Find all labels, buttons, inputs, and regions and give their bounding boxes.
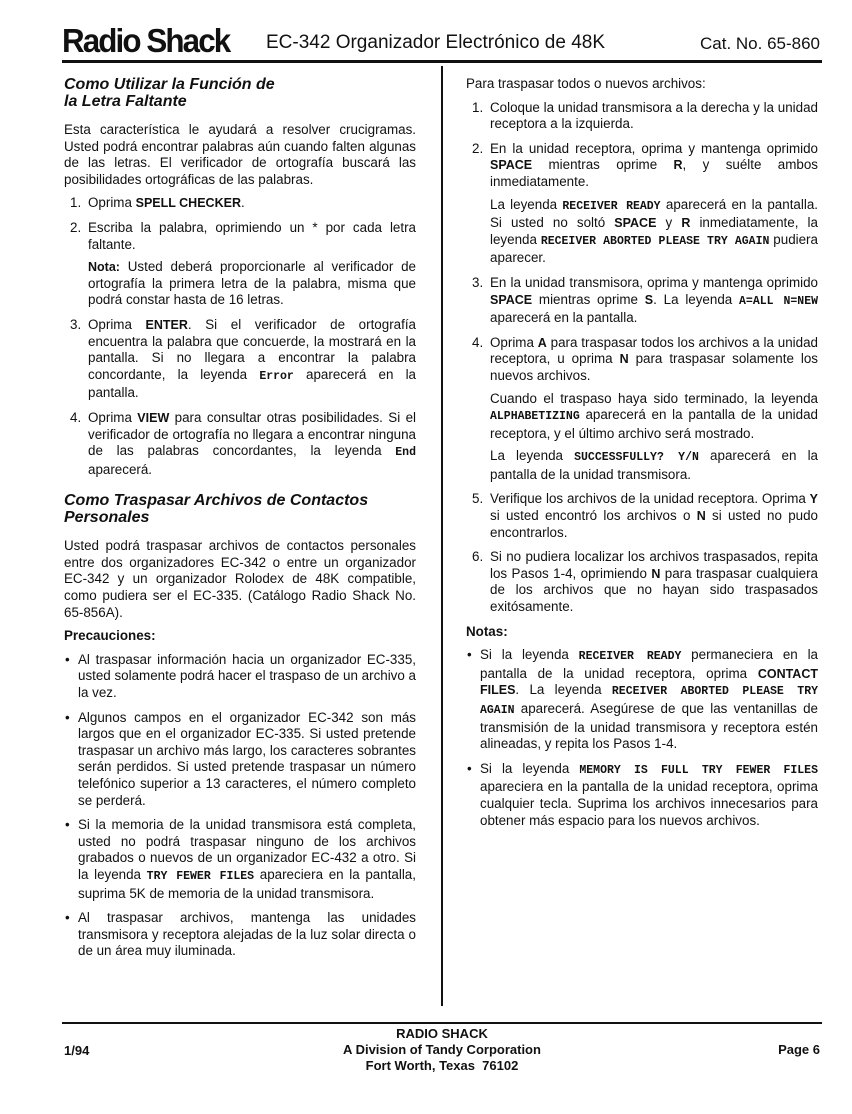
list-item — [466, 141, 818, 267]
text: , y suélte ambos inmediatamente. — [490, 157, 818, 189]
footer-line: RADIO SHACK — [396, 1026, 488, 1041]
transfer-steps-list — [466, 100, 818, 616]
document-title: EC-342 Organizador Electrónico de 48K — [266, 32, 606, 53]
text: En la unidad receptora, oprima y mantenga oprimido — [490, 140, 818, 156]
display-message: RECEIVER READY — [578, 650, 682, 664]
key-name: N — [651, 566, 661, 581]
bullet-icon: • — [467, 760, 472, 776]
display-message: SUCCESSFULLY? Y/N — [574, 451, 699, 465]
notes-heading: Notas: — [466, 623, 508, 639]
list-item — [64, 317, 416, 402]
steps-list — [64, 195, 416, 478]
text: Verifique los archivos de la unidad receptora. Oprima — [490, 491, 810, 507]
text: si usted encontró los archivos o — [490, 508, 697, 524]
section-heading-transfer — [64, 492, 416, 526]
bullet-icon: • — [65, 910, 70, 926]
list-item — [466, 491, 818, 541]
text: aparecerá en la pantalla. — [88, 366, 416, 401]
list-item — [466, 549, 818, 615]
column-divider — [441, 66, 443, 1006]
key-name: R — [673, 158, 683, 173]
right-column — [466, 76, 818, 837]
text: aparecerá. — [88, 461, 153, 477]
list-item — [64, 817, 416, 902]
section-heading-missing-letter — [64, 76, 416, 110]
text: Si la memoria de la unidad transmisora está completa, usted no podrá traspasar ninguno de los archivos grabados o nuevos de un organizador EC-432 a otro. Si la leyenda — [78, 817, 416, 882]
step-number: 6. — [472, 549, 484, 565]
key-name: S — [644, 292, 654, 307]
list-item — [466, 275, 818, 327]
key-name: SPELL CHECKER — [135, 196, 241, 211]
list-item — [466, 335, 818, 484]
text: . La leyenda — [515, 682, 612, 698]
display-message: RECEIVER ABORTED PLEASE TRY AGAIN — [540, 234, 770, 248]
display-message: RECEIVER ABORTED PLEASE TRY AGAIN — [480, 685, 818, 717]
text: apareciera en la pantalla de la unidad receptora, oprima cualquier tecla. Suprima los archivos innecesarios para obtener más espacio para los nuevos archivos. — [480, 779, 818, 828]
precautions-list — [64, 652, 416, 960]
key-name: N — [696, 509, 706, 524]
text: para traspasar cualquiera de los archivos que no hayan sido traspasados exitósamente. — [490, 565, 818, 615]
text: aparecerá. Asegúrese de que las ventanillas de transmisión de la unidad transmisora y receptora estén alineadas, y repita los Pasos 1-4. — [480, 701, 818, 752]
step-detail — [490, 197, 818, 267]
list-item — [64, 910, 416, 960]
text: Oprima — [88, 195, 136, 211]
list-item — [64, 710, 416, 810]
footer-line: Fort Worth, Texas 76102 — [365, 1058, 519, 1073]
text: . La leyenda — [653, 291, 740, 307]
list-item — [64, 220, 416, 309]
heading-line: Personales — [64, 509, 150, 527]
text: Oprima — [490, 334, 538, 350]
text: Si la leyenda — [480, 647, 579, 663]
display-message: A=ALL N=NEW — [739, 294, 818, 308]
display-message: TRY FEWER FILES — [146, 869, 255, 883]
heading-line: la Letra Faltante — [64, 93, 187, 110]
text: pudiera aparecer. — [490, 231, 818, 266]
text: y — [656, 215, 682, 231]
list-item — [466, 100, 818, 133]
key-name: A — [537, 335, 547, 350]
list-item — [466, 647, 818, 753]
step-number: 1. — [472, 99, 484, 115]
footer-publisher — [250, 1026, 634, 1074]
step-detail — [490, 391, 818, 484]
list-item — [64, 652, 416, 702]
key-name: CONTACT FILES — [480, 666, 818, 698]
note-label: Nota: — [88, 260, 120, 275]
step-number: 1. — [70, 195, 82, 211]
display-message: ALPHABETIZING — [490, 410, 580, 424]
text: apareciera en la pantalla, suprima 5K de memoria de la unidad transmisora. — [78, 866, 416, 901]
step-number: 3. — [70, 316, 82, 332]
display-message: MEMORY IS FULL TRY FEWER FILES — [579, 763, 818, 777]
text: Al traspasar información hacia un organizador EC-335, usted solamente podrá hacer el traspaso de un archivo a la vez. — [78, 651, 416, 701]
step-number: 4. — [70, 409, 82, 425]
step-number: 2. — [70, 219, 82, 235]
display-message: RECEIVER READY — [562, 199, 661, 213]
paragraph: Esta característica le ayudará a resolver crucigramas. Usted podrá encontrar palabras aún cuando falten algunas de las letras. El verificador de ortografía buscará las posibilidades ortográficas de las palabras. — [64, 122, 416, 187]
text: para consultar otras posibilidades. Si el verificador de ortografía no llegara a encontrar ninguna de las palabras concordantes, la leyenda — [88, 409, 416, 459]
text: aparecerá en la pantalla. — [490, 310, 638, 326]
text: Usted deberá proporcionarle al verificador de ortografía la primera letra de la palabra, misma que podrá constar hasta de 16 letras. — [88, 259, 416, 308]
bullet-icon: • — [65, 709, 70, 725]
bullet-icon: • — [65, 651, 70, 667]
paragraph: Usted podrá traspasar archivos de contactos personales entre dos organizadores EC-342 o entre un organizador EC-342 y un organizador Rolodex de 48K compatible, como pudiera ser el EC-335. (Catálogo Radio Shack No. 65-856A). — [64, 538, 416, 620]
text: inmediatamente, la leyenda — [490, 215, 818, 247]
text: mientras oprime — [532, 291, 645, 307]
step-number: 2. — [472, 140, 484, 156]
bullet-icon: • — [467, 647, 472, 663]
left-column — [64, 76, 416, 968]
text: Oprima — [88, 409, 138, 425]
display-message: End — [395, 446, 416, 460]
text: Escriba la palabra, oprimiendo un * por cada letra faltante. — [88, 219, 416, 252]
text: . Si el verificador de ortografía encuentra la palabra que concuerde, la mostrará en la pantalla. Si no llegara a encontrar la palabra concordante, la leyenda — [88, 316, 416, 382]
page-header — [62, 24, 822, 58]
text: Coloque la unidad transmisora a la derecha y la unidad receptora a la izquierda. — [490, 99, 818, 132]
text: mientras oprime — [532, 157, 674, 173]
bullet-icon: • — [65, 817, 70, 833]
key-name: ENTER — [145, 317, 188, 332]
precautions-heading: Precauciones: — [64, 628, 156, 644]
text: Si la leyenda — [480, 760, 580, 776]
text: aparecerá en la pantalla de la unidad receptora, y el último archivo será mostrado. — [490, 407, 818, 441]
paragraph: Para traspasar todos o nuevos archivos: — [466, 76, 706, 91]
key-name: N — [619, 352, 629, 367]
footer-rule — [62, 1022, 822, 1024]
text: La leyenda — [490, 448, 575, 464]
key-name: SPACE — [490, 158, 533, 173]
step-number: 5. — [472, 491, 484, 507]
text: para traspasar todos los archivos a la unidad receptora, u oprima — [490, 334, 818, 367]
key-name: R — [681, 216, 691, 231]
step-number: 4. — [472, 334, 484, 350]
text: Al traspasar archivos, mantenga las unidades transmisora y receptora alejadas de la luz solar directa o de un área muy iluminada. — [78, 910, 416, 959]
header-rule — [62, 60, 822, 63]
step-number: 3. — [472, 274, 484, 290]
key-name: VIEW — [137, 410, 170, 425]
text: para traspasar solamente los nuevos archivos. — [490, 351, 818, 383]
list-item — [466, 761, 818, 829]
brand-logo: Radio Shack — [62, 22, 230, 59]
text: si usted no pudo encontrarlos. — [490, 508, 818, 540]
text: . — [240, 195, 245, 211]
key-name: SPACE — [490, 292, 533, 307]
text: aparecerá en la pantalla. Si usted no soltó — [490, 196, 818, 231]
text: permaneciera en la pantalla de la unidad receptora, oprima — [480, 647, 818, 681]
footer-date: 1/94 — [64, 1043, 90, 1058]
heading-line: Como Utilizar la Función de — [64, 76, 275, 93]
note — [88, 259, 416, 309]
display-message: Error — [259, 369, 294, 383]
list-item — [64, 195, 416, 212]
text: Oprima — [88, 316, 146, 332]
catalog-number: Cat. No. 65-860 — [699, 34, 820, 53]
text: Algunos campos en el organizador EC-342 son más largos que en el organizador EC-335. Si usted pretende traspasar un archivo más largo, los caracteres sobrantes serán perdidos. Si usted pretende traspasar un número telefónico superior a 13 caracteres, el número completo se perderá. — [78, 709, 416, 808]
footer-line: A Division of Tandy Corporation — [343, 1042, 541, 1057]
list-item — [64, 410, 416, 478]
notes-list — [466, 647, 818, 829]
text: La leyenda — [490, 196, 563, 212]
text: Cuando el traspaso haya sido terminado, la leyenda — [490, 390, 818, 406]
page-number: Page 6 — [778, 1042, 820, 1057]
text: aparecerá en la pantalla de la unidad transmisora. — [490, 448, 818, 482]
text: Si no pudiera localizar los archivos traspasados, repita los Pasos 1-4, oprimiendo — [490, 549, 818, 581]
key-name: SPACE — [614, 216, 657, 231]
text: En la unidad transmisora, oprima y mantenga oprimido — [490, 274, 818, 290]
heading-line: Como Traspasar Archivos de Contactos — [64, 492, 369, 510]
key-name: Y — [809, 492, 818, 507]
